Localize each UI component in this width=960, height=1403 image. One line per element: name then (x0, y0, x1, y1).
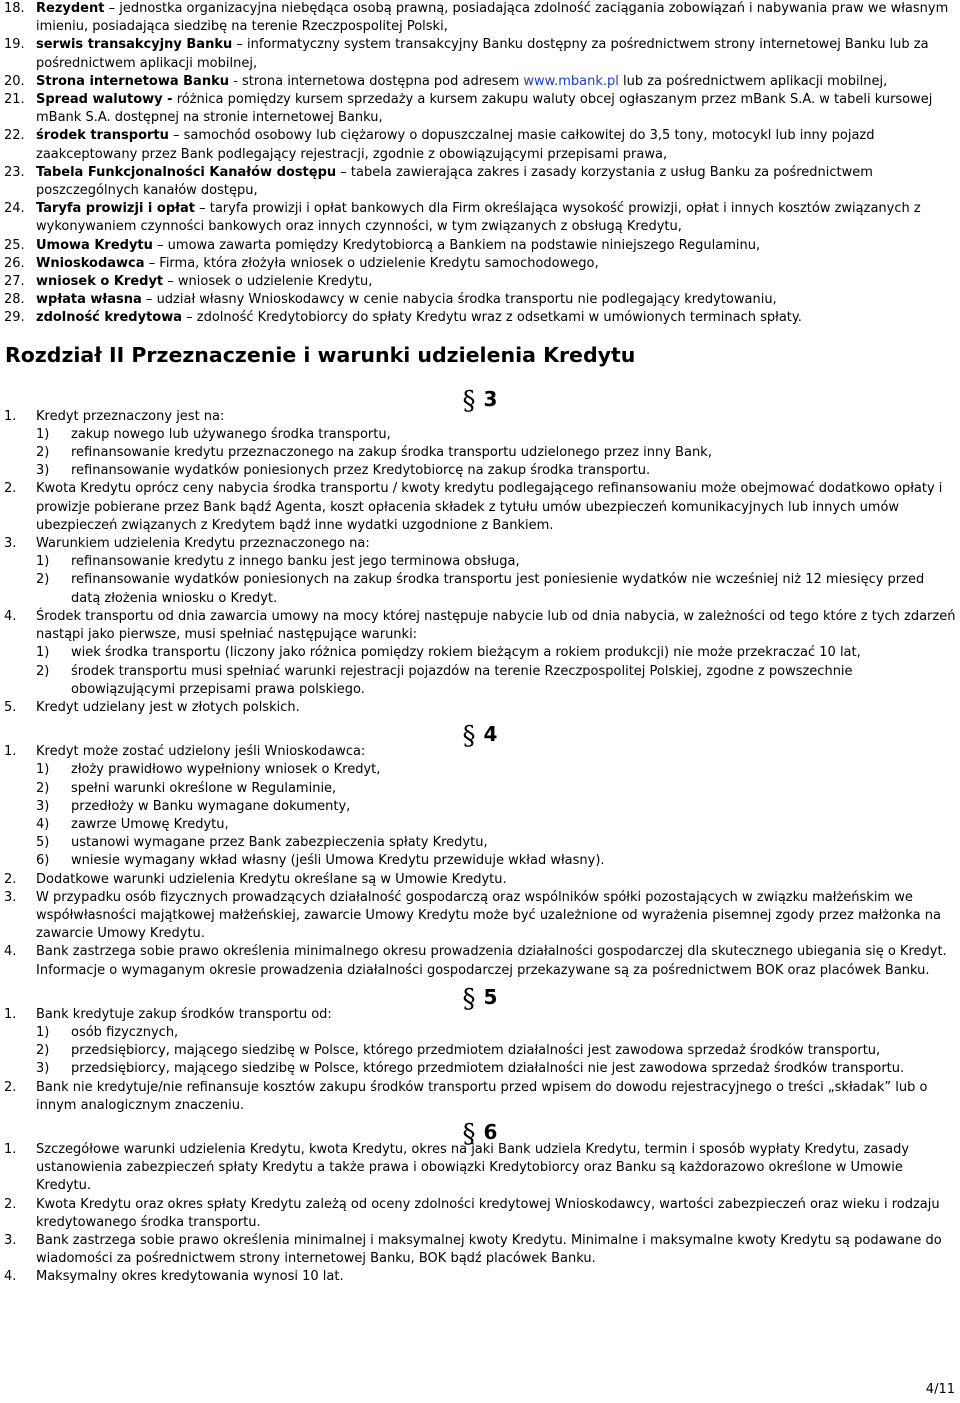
sub-clause-text: refinansowanie kredytu z innego banku jest jego terminowa obsługa, (71, 554, 520, 570)
item-number: 26. (4, 255, 25, 271)
website-link[interactable]: www.mbank.pl (523, 73, 619, 89)
sub-clause-text: spełni warunki określone w Regulaminie, (71, 780, 337, 796)
definition-term: Spread walutowy - (36, 92, 173, 108)
definition-term: Wnioskodawca (36, 255, 145, 271)
numbered-clause (0, 743, 960, 761)
definition-term: Umowa Kredytu (36, 237, 153, 253)
clause-text: Szczegółowe warunki udzielenia Kredytu, kwota Kredytu, okres na jaki Bank udziela Kredytu, termin i sposób wypłaty Kredytu, zasady ustanowienia zabezpieczeń spłaty Kredytu a także prawa i obowiązki Kredytobiorcy oraz Banku są każdorazowo określone w Umowie Kredytu. (36, 1141, 910, 1194)
definition-term: Taryfa prowizji i opłat (36, 201, 195, 217)
sub-clause-text: przedsiębiorcy, mającego siedzibę w Polsce, którego przedmiotem działalności jest zawodowa sprzedaż środków transportu, (71, 1043, 881, 1059)
definition-text: wniosek o udzielenie Kredytu, (177, 274, 373, 290)
section-number: 4 (483, 722, 498, 747)
clause-text: Kwota Kredytu oprócz ceny nabycia środka transportu / kwoty kredytu podlegającego refinansowaniu może obejmować dodatkowo opłaty i prowizje pobierane przez Bank bądź Agenta, koszt opłacenia składek z tytułu umów ubezpieczeń komunikacyjnych lub innych umów ubezpieczeń związanych z Kredytem bądź inne wydatki uzgodnione z Bankiem. (36, 481, 943, 533)
sub-clause (0, 1060, 960, 1078)
sub-clause-text: przedsiębiorcy, mającego siedzibę w Polsce, którego przedmiotem działalności nie jest zawodowa sprzedaż środków transportu. (71, 1061, 905, 1077)
item-number: 20. (4, 73, 25, 89)
clause-text: Bank zastrzega sobie prawo określenia minimalnego okresu prowadzenia działalności gospodarczej dla skutecznego ubiegania się o Kredyt. Informacje o wymaganym okresie prowadzenia działalności gospodarczej przekazywane są za pośrednictwem BOK oraz placówek Banku. (36, 944, 947, 978)
definition-text: samochód osobowy lub ciężarowy o dopuszczalnej masie całkowitej do 3,5 tony, motocykl lub inny pojazd zaakceptowany przez Bank podlegający rejestracji, zgodnie z obowiązującymi przepisami prawa, (36, 128, 875, 162)
item-number: 22. (4, 128, 25, 144)
definition-term: serwis transakcyjny Banku (36, 37, 233, 53)
section-sign-icon: § (462, 983, 476, 1014)
clause-number: 4. (4, 608, 17, 624)
definition-text: zdolność Kredytobiorcy do spłaty Kredytu wraz z odsetkami w umówionych terminach spłaty. (196, 310, 802, 326)
numbered-clause (0, 889, 960, 944)
sub-clause-number: 3) (36, 1061, 50, 1077)
clause-number: 3. (4, 536, 17, 552)
sub-clause-text: środek transportu musi spełniać warunki rejestracji pojazdów na terenie Rzeczpospolitej Polskiej, zgodne z powszechnie obowiązującymi przepisami prawa polskiego. (71, 663, 853, 697)
clause-text: W przypadku osób fizycznych prowadzących działalność gospodarczą oraz wspólników spółki pozostających w związku małżeńskim we współwłasności majątkowej małżeńskiej, zawarcie Umowy Kredytu może być uzależnione od wyrażenia pisemnej zgody przez małżonka na zawarcie Umowy Kredytu. (36, 889, 941, 942)
sub-clause-number: 1) (36, 1024, 50, 1040)
definition-separator: – (232, 37, 247, 53)
definition-text: umowa zawarta pomiędzy Kredytobiorcą a Bankiem na podstawie niniejszego Regulaminu, (167, 237, 761, 253)
clause-number: 1. (4, 1141, 17, 1157)
clause-text: Środek transportu od dnia zawarcia umowy na mocy której następuje nabycie lub od dnia nabycia, w zależności od tego które z tych zdarzeń nastąpi jako pierwsze, musi spełniać następujące warunki: (36, 608, 956, 643)
clause-number: 4. (4, 944, 17, 960)
page-number: 4/11 (925, 1381, 955, 1397)
definition-item (0, 36, 960, 72)
clause-number: 1. (4, 744, 17, 760)
sub-clause-number: 6) (36, 853, 50, 869)
definition-term: Rezydent (36, 1, 105, 16)
definition-separator: – (141, 292, 157, 308)
definition-item (0, 73, 960, 91)
definition-separator: – (182, 310, 197, 326)
chapter-title: Rozdział II Przeznaczenie i warunki udzielenia Kredytu (5, 342, 636, 367)
definition-separator: – (194, 201, 210, 217)
definition-item (0, 273, 960, 291)
section-number: 3 (483, 386, 498, 411)
definition-text: informatyczny system transakcyjny Banku dostępny za pośrednictwem strony internetowej Banku lub za pośrednictwem aplikacji mobilnej, (36, 37, 929, 71)
definition-term: zdolność kredytowa (36, 310, 182, 326)
definitions-list (0, 0, 960, 328)
clause-number: 2. (4, 871, 17, 887)
numbered-clause (0, 1079, 960, 1115)
numbered-clause (0, 1232, 960, 1268)
clause-text: Bank kredytuje zakup środków transportu od: (36, 1006, 332, 1022)
sub-clause (0, 761, 960, 779)
sub-clause-number: 2) (36, 445, 50, 461)
section-sign-icon: § (462, 721, 476, 752)
definition-text: strona internetowa dostępna pod adresem (241, 73, 524, 89)
definition-separator: – (168, 128, 184, 144)
clause-number: 3. (4, 889, 17, 905)
sub-clause (0, 644, 960, 662)
definition-item (0, 164, 960, 200)
clause-text: Warunkiem udzielenia Kredytu przeznaczonego na: (36, 536, 370, 552)
sub-clause-number: 5) (36, 835, 50, 851)
definition-separator: - (229, 73, 242, 89)
section-sign-icon: § (462, 1118, 476, 1149)
definition-term: wpłata własna (36, 292, 142, 308)
clause-text: Bank zastrzega sobie prawo określenia minimalnej i maksymalnej kwoty Kredytu. Minimalne i maksymalne kwoty Kredytu są podawane do wiadomości za pośrednictwem strony internetowej Banku, BOK bądź placówek Banku. (36, 1232, 942, 1267)
numbered-clause (0, 1196, 960, 1232)
sub-clause (0, 780, 960, 798)
definition-text-continued: lub za pośrednictwem aplikacji mobilnej, (618, 73, 888, 89)
definition-term: Tabela Funkcjonalności Kanałów dostępu (36, 164, 337, 180)
clause-text: Kredyt przeznaczony jest na: (36, 408, 225, 424)
definition-separator: – (336, 164, 351, 180)
sub-clause-text: refinansowanie kredytu przeznaczonego na zakup środka transportu udzielonego przez inny Bank, (71, 445, 712, 461)
sub-clause (0, 553, 960, 571)
clause-number: 1. (4, 408, 17, 424)
sub-clause-text: przedłoży w Banku wymagane dokumenty, (71, 798, 351, 814)
item-number: 27. (4, 274, 25, 290)
definition-item (0, 91, 960, 127)
sub-clause (0, 852, 960, 870)
item-number: 18. (4, 1, 25, 16)
numbered-clause (0, 535, 960, 553)
sub-clause (0, 798, 960, 816)
sub-clause (0, 462, 960, 480)
definition-separator: – (144, 255, 160, 271)
clause-number: 3. (4, 1232, 17, 1248)
sub-clause-number: 2) (36, 780, 50, 796)
clause-text: Kredyt może zostać udzielony jeśli Wnioskodawca: (36, 744, 366, 760)
numbered-clause (0, 943, 960, 979)
sub-clause-text: refinansowanie wydatków poniesionych na zakup środka transportu jest poniesienie wydatków nie wcześniej niż 12 miesięcy przed datą złożenia wniosku o Kredyt. (71, 572, 925, 606)
clause-text: Kwota Kredytu oraz okres spłaty Kredytu zależą od oceny zdolności kredytowej Wnioskodawcy, wartości zabezpieczeń oraz wieku i rodzaju kredytowanego środka transportu. (36, 1196, 940, 1230)
definition-text: jednostka organizacyjna niebędąca osobą prawną, posiadająca zdolność zaciągania zobowiązań i nabywania praw we własnym imieniu, posiadająca siedzibę na terenie Rzeczpospolitej Polski, (36, 1, 949, 35)
sub-clause-number: 4) (36, 816, 50, 832)
sub-clause-number: 2) (36, 1043, 50, 1059)
sub-clause-number: 1) (36, 554, 50, 570)
sub-clause-number: 3) (36, 798, 50, 814)
clause-number: 1. (4, 1006, 17, 1022)
definition-term: środek transportu (36, 128, 169, 144)
clause-number: 5. (4, 699, 17, 715)
clause-number: 2. (4, 1079, 17, 1095)
sub-clause-text: zawrze Umowę Kredytu, (71, 816, 229, 832)
clause-text: Bank nie kredytuje/nie refinansuje kosztów zakupu środków transportu przed wpisem do dowodu rejestracyjnego o treści „składak” lub o innym analogicznym znaczeniu. (36, 1079, 928, 1113)
definition-text: udział własny Wnioskodawcy w cenie nabycia środka transportu nie podlegający kredytowaniu, (156, 292, 777, 308)
clause-number: 2. (4, 481, 17, 497)
sub-clause-text: refinansowanie wydatków poniesionych przez Kredytobiorcę na zakup środka transportu. (71, 463, 651, 479)
sub-clause-number: 1) (36, 426, 50, 442)
numbered-clause (0, 1141, 960, 1196)
sub-clause-text: zakup nowego lub używanego środka transportu, (71, 426, 391, 442)
section-number: 5 (483, 984, 498, 1009)
numbered-clause (0, 1268, 960, 1286)
definition-text: tabela zawierająca zakres i zasady korzystania z usług Banku za pośrednictwem poszczególnych kanałów dostępu, (36, 164, 873, 199)
definition-separator: – (152, 237, 168, 253)
clause-number: 4. (4, 1269, 17, 1285)
numbered-clause (0, 408, 960, 426)
definition-term: Strona internetowa Banku (36, 73, 229, 89)
sub-clause-number: 3) (36, 463, 50, 479)
sub-clause-number: 1) (36, 645, 50, 661)
definition-item (0, 127, 960, 163)
definition-item (0, 0, 960, 36)
sub-clause-number: 2) (36, 572, 50, 588)
numbered-clause (0, 480, 960, 535)
definition-item (0, 255, 960, 273)
sub-clause-text: wiek środka transportu (liczony jako różnica pomiędzy rokiem bieżącym a rokiem produkcji) nie może przekraczać 10 lat, (71, 645, 861, 661)
definition-separator: – (104, 1, 120, 16)
sub-clause (0, 571, 960, 607)
definition-text: taryfa prowizji i opłat bankowych dla Firm określająca wysokość prowizji, opłat i innych kosztów związanych z wykonywaniem czynności bankowych oraz innych czynności, w tym związanych z obsługą Kredytu, (36, 201, 921, 235)
item-number: 25. (4, 237, 25, 253)
item-number: 23. (4, 164, 25, 180)
sub-clause (0, 834, 960, 852)
clause-text: Kredyt udzielany jest w złotych polskich. (36, 699, 300, 715)
sub-clause-text: złoży prawidłowo wypełniony wniosek o Kredyt, (71, 762, 381, 778)
definition-text: różnica pomiędzy kursem sprzedaży a kursem zakupu waluty obcej ogłaszanym przez mBank S.A. w tabeli kursowej mBank S.A. dostępnej na stronie internetowej Banku, (36, 92, 933, 126)
definition-item (0, 291, 960, 309)
section-sign-icon: § (462, 385, 476, 416)
item-number: 29. (4, 310, 25, 326)
clause-text: Maksymalny okres kredytowania wynosi 10 lat. (36, 1269, 344, 1285)
sub-clause-number: 1) (36, 762, 50, 778)
sub-clause (0, 1042, 960, 1060)
definition-item (0, 237, 960, 255)
item-number: 24. (4, 201, 25, 217)
numbered-clause (0, 699, 960, 717)
section-number: 6 (483, 1119, 498, 1144)
sub-clause-text: ustanowi wymagane przez Bank zabezpieczenia spłaty Kredytu, (71, 835, 488, 851)
definition-item (0, 309, 960, 327)
numbered-clause (0, 1006, 960, 1024)
sections-container (0, 386, 960, 1287)
definition-term: wniosek o Kredyt (36, 274, 164, 290)
definition-text: Firma, która złożyła wniosek o udzielenie Kredytu samochodowego, (159, 255, 599, 271)
numbered-clause (0, 608, 960, 644)
numbered-clause (0, 871, 960, 889)
item-number: 21. (4, 92, 25, 108)
definition-item (0, 200, 960, 236)
sub-clause (0, 816, 960, 834)
item-number: 28. (4, 292, 25, 308)
sub-clause (0, 663, 960, 699)
sub-clause (0, 444, 960, 462)
item-number: 19. (4, 37, 25, 53)
sub-clause-text: osób fizycznych, (71, 1024, 179, 1040)
clause-text: Dodatkowe warunki udzielenia Kredytu określane są w Umowie Kredytu. (36, 871, 507, 887)
sub-clause (0, 1024, 960, 1042)
clause-number: 2. (4, 1196, 17, 1212)
definition-separator: – (163, 274, 178, 290)
section-heading (0, 1118, 960, 1149)
sub-clause-text: wniesie wymagany wkład własny (jeśli Umowa Kredytu przewiduje wkład własny). (71, 853, 605, 869)
sub-clause (0, 426, 960, 444)
sub-clause-number: 2) (36, 663, 50, 679)
